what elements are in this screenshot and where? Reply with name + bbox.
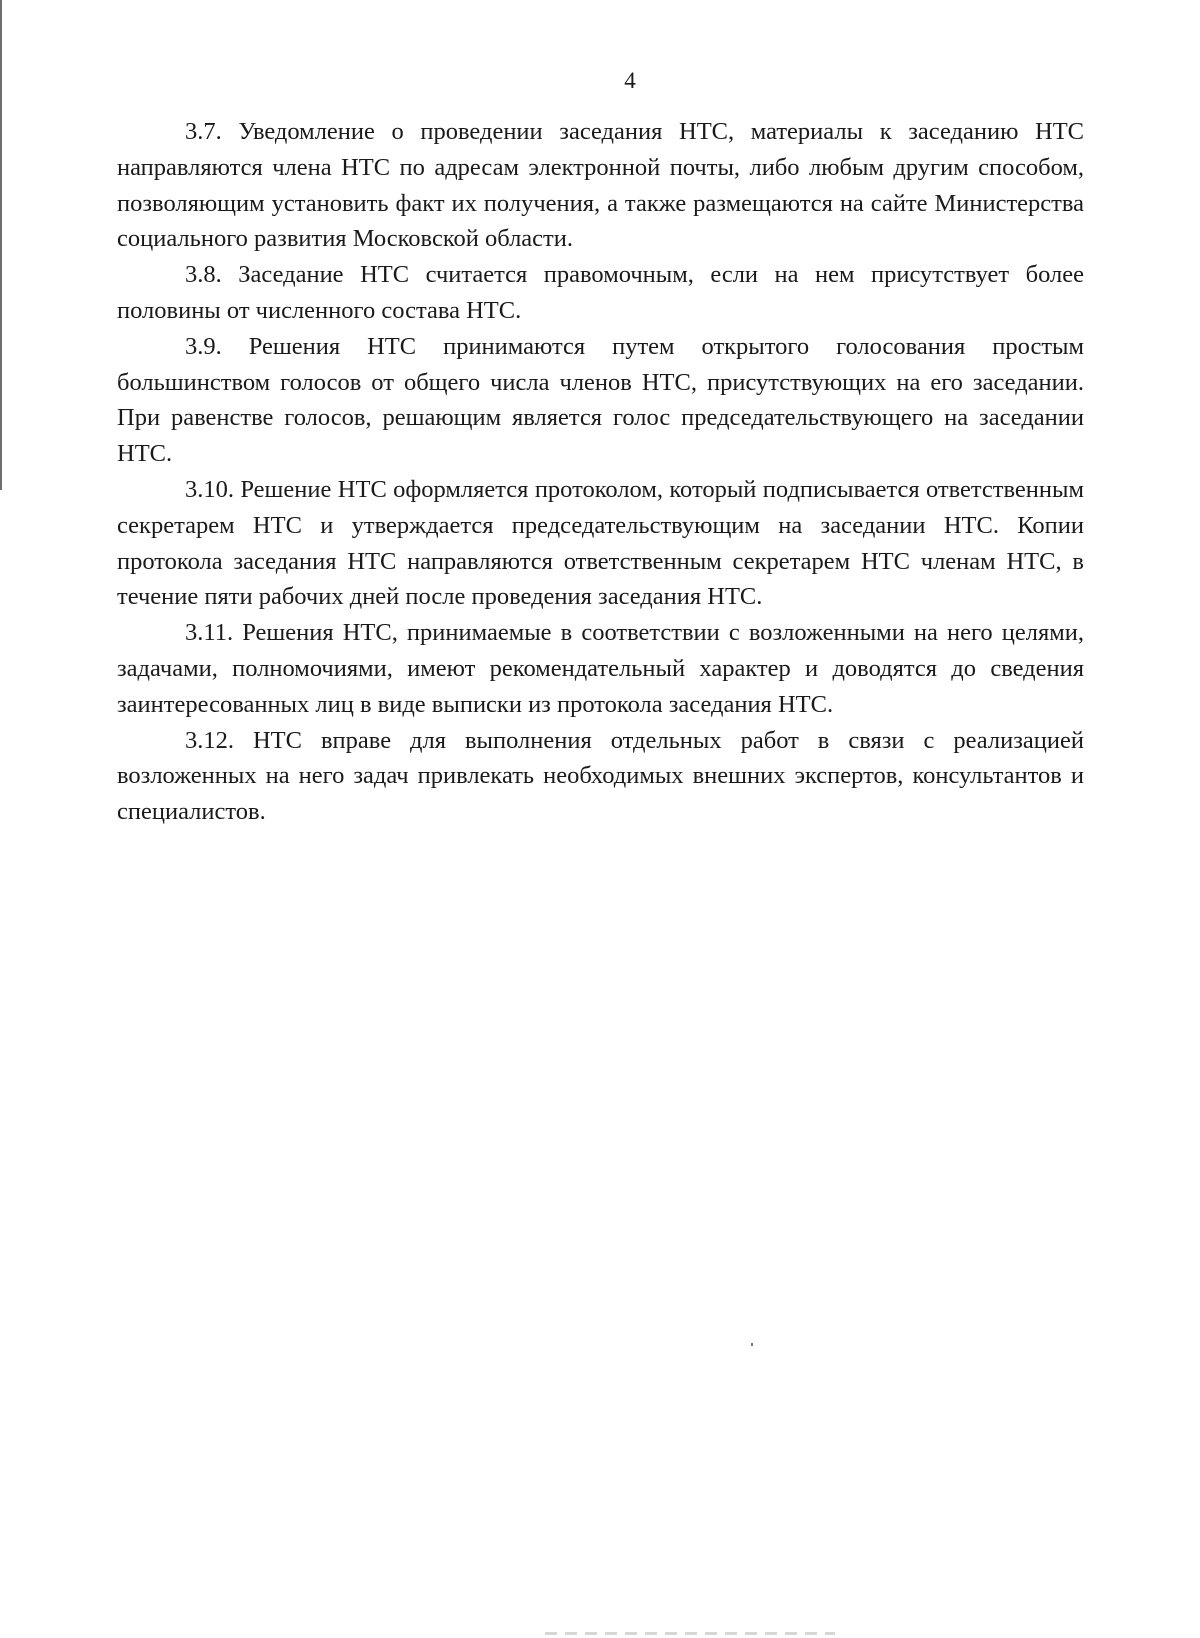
paragraph-3-7: 3.7. Уведомление о проведении заседания НТС, материалы к заседанию НТС направляются члена НТС по адресам электронной почты, либо любым другим способом, позволяющим установить факт их получения, а также размещаются на сайте Министерства социального развития Московской области.: [117, 118, 1084, 253]
document-body: [117, 114, 1084, 830]
paragraph-3-11: 3.11. Решения НТС, принимаемые в соответствии с возложенными на него целями, задачами, полномочиями, имеют рекомендательный характер и доводятся до сведения заинтересованных лиц в виде выписки из протокола заседания НТС.: [117, 619, 1084, 718]
paragraph-3-12: 3.12. НТС вправе для выполнения отдельных работ в связи с реализацией возложенных на него задач привлекать необходимых внешних экспертов, консультантов и специалистов.: [117, 726, 1084, 826]
paragraph-3-10: 3.10. Решение НТС оформляется протоколом, который подписывается ответственным секретарем НТС и утверждается председательствующим на заседании НТС. Копии протокола заседания НТС направляются ответственным секретарем НТС членам НТС, в течение пяти рабочих дней после проведения заседания НТС.: [117, 475, 1084, 611]
paragraph-3-8: 3.8. Заседание НТС считается правомочным, если на нем присутствует более половины от численного состава НТС.: [117, 261, 1084, 324]
paragraph-3-9: 3.9. Решения НТС принимаются путем открытого голосования простым большинством голосов от общего числа членов НТС, присутствующих на его заседании. При равенстве голосов, решающим является голос председательствующего на заседании НТС.: [117, 332, 1084, 468]
scan-speck: [751, 1343, 753, 1346]
scan-bottom-artifact: [545, 1632, 835, 1635]
page-number: 4: [624, 68, 636, 93]
